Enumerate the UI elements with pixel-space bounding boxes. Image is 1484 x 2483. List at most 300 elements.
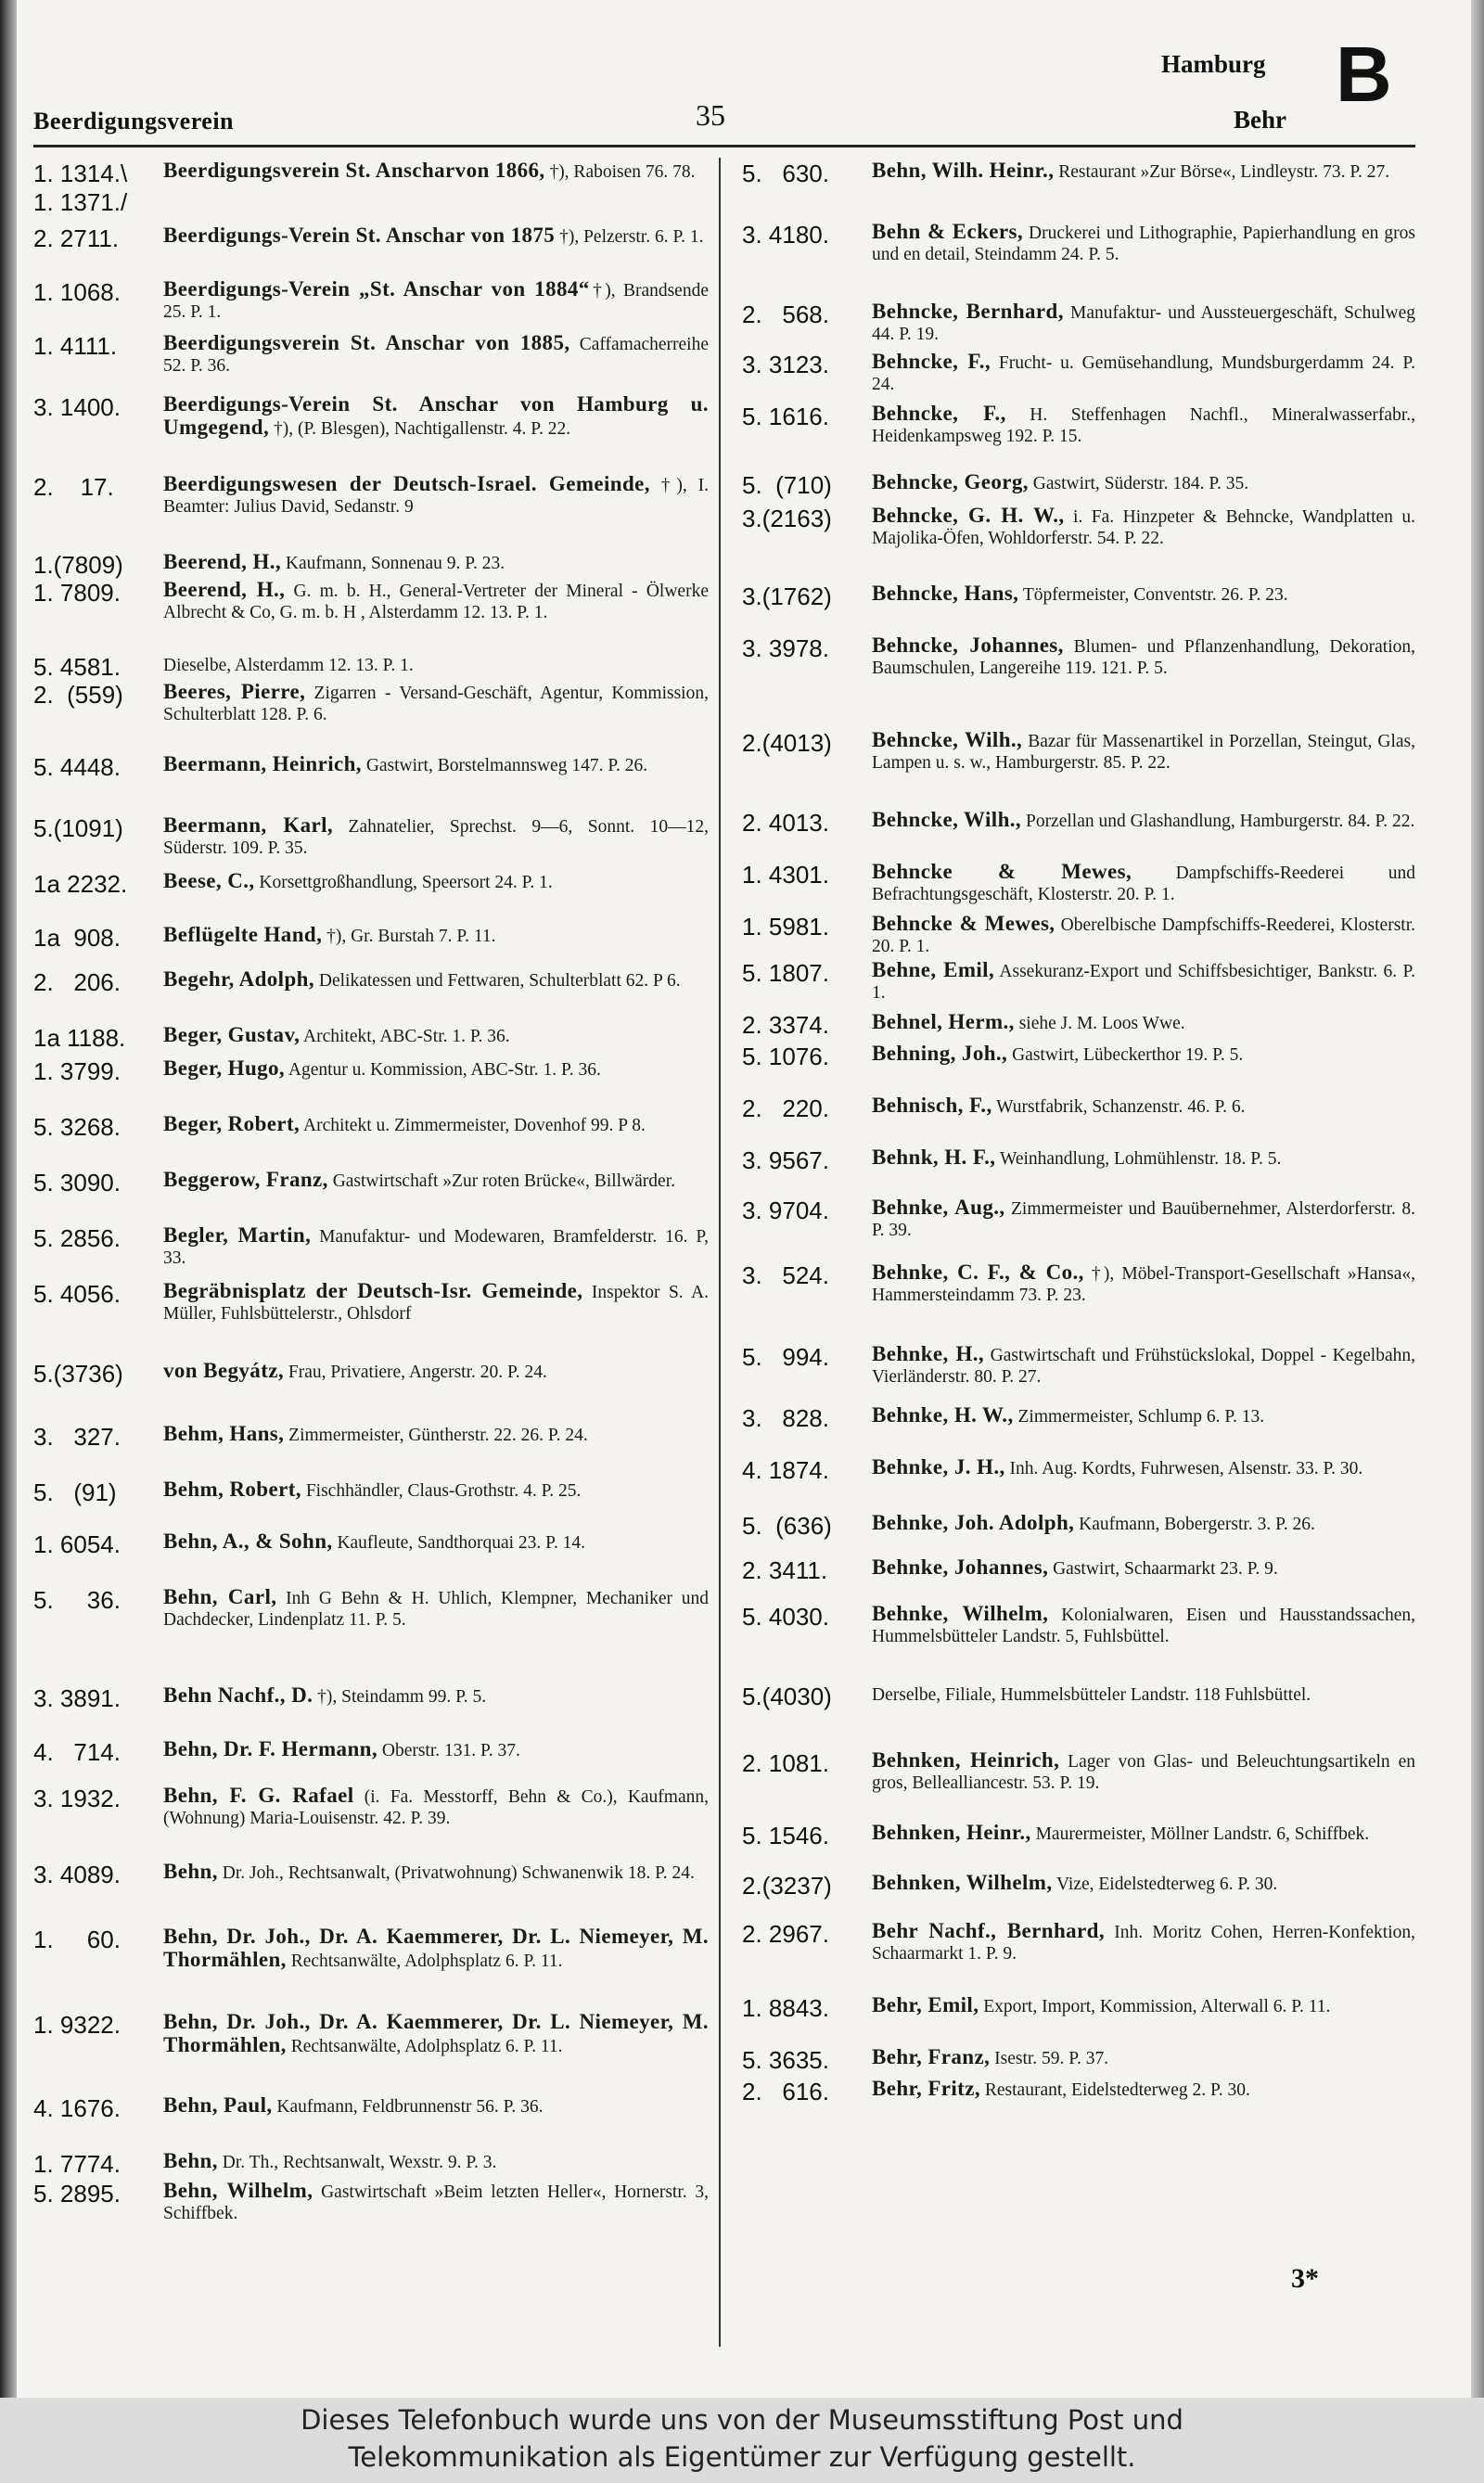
phone-number: 5. 1076. bbox=[742, 1043, 829, 1070]
entry-name: Beerdigungs-Verein „St. Anschar von 1884“ bbox=[163, 277, 590, 301]
phone-number: 3. 1932. bbox=[33, 1785, 121, 1812]
phone-number: 2. 616. bbox=[742, 2078, 829, 2105]
phone-number: 3.(1762) bbox=[742, 582, 832, 610]
directory-entry bbox=[742, 403, 1415, 447]
directory-entry bbox=[742, 301, 1415, 345]
phone-number: 1. 4301. bbox=[742, 861, 829, 889]
entry-details: Porzellan und Glashandlung, Hamburgerstr. 84. P. 22. bbox=[1021, 812, 1415, 831]
phone-number: 2. 2967. bbox=[742, 1920, 829, 1948]
entry-details: G. m. b. H., General-Vertreter der Mineral - Ölwerke Albrecht & Co, G. m. b. H , Alsterdamm 12. 13. P. 1. bbox=[163, 582, 709, 622]
directory-entry bbox=[33, 653, 709, 681]
directory-entry bbox=[742, 861, 1415, 905]
entry-details: Caffamacherreihe 52. P. 36. bbox=[163, 335, 709, 376]
section-letter: B bbox=[1336, 31, 1392, 118]
directory-entry bbox=[742, 1555, 1415, 1584]
phone-number: 4. 1676. bbox=[33, 2094, 121, 2122]
directory-entry bbox=[33, 278, 709, 323]
entry-name: Behn Nachf., D. bbox=[163, 1683, 313, 1707]
entry-text bbox=[163, 968, 709, 992]
entry-text bbox=[872, 729, 1415, 774]
entry-details: †), Steindamm 99. P. 5. bbox=[313, 1687, 487, 1707]
directory-entry bbox=[33, 2149, 709, 2178]
entry-text bbox=[872, 1456, 1415, 1479]
entry-name: Beerend, H., bbox=[163, 578, 286, 601]
entry-name: Behncke, G. H. W., bbox=[872, 504, 1065, 527]
entry-name: Behn, bbox=[163, 1860, 218, 1883]
entry-name: Beger, Gustav, bbox=[163, 1023, 301, 1046]
phone-number: 3. 4180. bbox=[742, 221, 829, 249]
entry-name: Behning, Joh., bbox=[872, 1042, 1008, 1065]
entry-details: Kaufleute, Sandthorquai 23. P. 14. bbox=[332, 1533, 585, 1553]
phone-number: 4. 1874. bbox=[742, 1456, 829, 1484]
directory-entry bbox=[33, 869, 709, 898]
entry-details: Gastwirt, Lübeckerthor 19. P. 5. bbox=[1007, 1045, 1244, 1065]
entry-text bbox=[872, 634, 1415, 679]
entry-details: Restaurant, Eidelstedterweg 2. P. 30. bbox=[980, 2080, 1250, 2100]
entry-text bbox=[872, 913, 1415, 957]
entry-text bbox=[163, 2094, 709, 2118]
phone-number: 1. 8843. bbox=[742, 1994, 829, 2022]
entry-text bbox=[872, 1043, 1415, 1066]
entry-details: Oberstr. 131. P. 37. bbox=[377, 1741, 520, 1760]
entry-details: †), I. Beamter: Julius David, Sedanstr. 9 bbox=[163, 476, 709, 517]
entry-details: Delikatessen und Fettwaren, Schulterblatt 62. P 6. bbox=[314, 971, 681, 991]
entry-name: Behnken, Heinr., bbox=[872, 1821, 1031, 1844]
entry-name: Behnke, Johannes, bbox=[872, 1555, 1049, 1579]
entry-text bbox=[872, 1094, 1415, 1118]
phone-number: 3. 3123. bbox=[742, 351, 829, 378]
directory-entry bbox=[33, 159, 709, 216]
phone-number: 2. 4013. bbox=[742, 809, 829, 837]
entry-text bbox=[163, 278, 709, 323]
phone-number: 1. 1314.\ 1. 1371./ bbox=[33, 160, 128, 216]
directory-entry bbox=[742, 1261, 1415, 1306]
header-rule bbox=[33, 145, 1415, 147]
entry-name: Behncke, Georg, bbox=[872, 470, 1029, 493]
phone-number: 5. 994. bbox=[742, 1343, 829, 1371]
directory-entry bbox=[33, 1280, 709, 1325]
phone-number: 5. 2895. bbox=[33, 2180, 121, 2208]
entry-text bbox=[872, 1872, 1415, 1895]
directory-entry bbox=[742, 470, 1415, 499]
entry-details: Zimmermeister und Bauübernehmer, Alsterdorferstr. 8. P. 39. bbox=[872, 1199, 1415, 1240]
phone-number: 5. 4030. bbox=[742, 1603, 829, 1631]
phone-number: 2. (559) bbox=[33, 681, 123, 709]
entry-name: Behn, F. G. Rafael bbox=[163, 1784, 354, 1807]
phone-number: 1. 1068. bbox=[33, 278, 121, 306]
directory-entry bbox=[33, 2180, 709, 2224]
footer-line-1: Dieses Telefonbuch wurde uns von der Museumsstiftung Post und bbox=[301, 2404, 1183, 2436]
entry-name: Behne, Emil, bbox=[872, 958, 995, 981]
entry-text bbox=[163, 1586, 709, 1631]
entry-text bbox=[163, 1024, 709, 1047]
entry-name: Behnke, H., bbox=[872, 1342, 985, 1365]
directory-entry bbox=[742, 1603, 1415, 1647]
entry-details: Frucht- u. Gemüsehandlung, Mundsburgerdamm 24. P. 24. bbox=[872, 353, 1415, 394]
entry-text bbox=[163, 753, 709, 776]
entry-name: Beflügelte Hand, bbox=[163, 923, 323, 946]
directory-entry bbox=[742, 1042, 1415, 1070]
phone-number: 2.(3237) bbox=[742, 1872, 832, 1900]
page-edge-shadow bbox=[1471, 0, 1484, 2398]
directory-entry bbox=[742, 1683, 1415, 1710]
entry-name: Behn, A., & Sohn, bbox=[163, 1529, 333, 1553]
directory-entry bbox=[742, 582, 1415, 610]
directory-entry bbox=[33, 1860, 709, 1888]
entry-name: Behncke, Hans, bbox=[872, 582, 1019, 605]
entry-text bbox=[163, 1423, 709, 1446]
entry-details: i. Fa. Hinzpeter & Behncke, Wandplatten u. Majolika-Öfen, Wohldorferstr. 54. P. 22. bbox=[872, 507, 1415, 548]
entry-details: Architekt, ABC-Str. 1. P. 36. bbox=[300, 1027, 510, 1046]
directory-entry bbox=[33, 393, 709, 440]
directory-entry bbox=[742, 1871, 1415, 1900]
directory-entry bbox=[742, 1821, 1415, 1849]
entry-details: (i. Fa. Messtorff, Behn & Co.), Kaufmann, (Wohnung) Maria-Louisenstr. 42. P. 39. bbox=[163, 1787, 709, 1828]
directory-entry bbox=[742, 1343, 1415, 1388]
entry-details: Wurstfabrik, Schanzenstr. 46. P. 6. bbox=[991, 1097, 1246, 1117]
phone-number: 2. 206. bbox=[33, 968, 121, 996]
entry-text bbox=[872, 1011, 1415, 1034]
entry-name: Beerend, H., bbox=[163, 550, 282, 573]
entry-text bbox=[872, 1683, 1415, 1706]
phone-number: 1. 7774. bbox=[33, 2150, 121, 2178]
entry-text bbox=[163, 1169, 709, 1192]
directory-entry bbox=[742, 634, 1415, 679]
entry-details: Architekt u. Zimmermeister, Dovenhof 99. P 8. bbox=[300, 1116, 646, 1135]
phone-number: 2. 220. bbox=[742, 1094, 829, 1122]
entry-name: Behnke, H. W., bbox=[872, 1403, 1014, 1427]
directory-entry bbox=[742, 1993, 1415, 2022]
directory-entry bbox=[33, 752, 709, 781]
entry-name: Behr, Fritz, bbox=[872, 2077, 981, 2100]
phone-number: 5. 2856. bbox=[33, 1224, 121, 1252]
entry-name: Behnk, H. F., bbox=[872, 1146, 996, 1169]
phone-number: 2. 17. bbox=[33, 473, 114, 501]
phone-number: 2. 1081. bbox=[742, 1749, 829, 1777]
footer-line-2: Telekommunikation als Eigentümer zur Verfügung gestellt. bbox=[348, 2441, 1136, 2473]
phone-number: 5. 4581. bbox=[33, 653, 121, 681]
directory-entry bbox=[742, 159, 1415, 187]
entry-text bbox=[163, 332, 709, 377]
directory-entry bbox=[742, 505, 1415, 549]
footer-notice bbox=[0, 2398, 1484, 2483]
entry-name: Behncke, F., bbox=[872, 350, 991, 373]
directory-entry bbox=[33, 967, 709, 996]
book-spine-shadow bbox=[0, 0, 17, 2398]
entry-details: Inh G Behn & H. Uhlich, Klempner, Mechaniker und Dachdecker, Lindenplatz 11. P. 5. bbox=[163, 1589, 709, 1630]
entry-text bbox=[163, 653, 709, 676]
entry-name: Begräbnisplatz der Deutsch-Isr. Gemeinde, bbox=[163, 1279, 583, 1302]
phone-number: 1. 60. bbox=[33, 1926, 121, 1953]
entry-name: Beermann, Karl, bbox=[163, 813, 334, 837]
entry-text bbox=[163, 579, 709, 623]
entry-text bbox=[872, 1512, 1415, 1535]
entry-text bbox=[163, 1280, 709, 1325]
entry-details: Inspektor S. A. Müller, Fuhlsbüttelerstr., Ohlsdorf bbox=[163, 1283, 710, 1324]
entry-details: Restaurant »Zur Börse«, Lindleystr. 73. P. 27. bbox=[1054, 162, 1390, 182]
entry-name: Beermann, Heinrich, bbox=[163, 752, 362, 775]
entry-text bbox=[872, 160, 1415, 183]
entry-details: Gastwirt, Borstelmannsweg 147. P. 26. bbox=[361, 756, 648, 775]
entry-text bbox=[872, 2046, 1415, 2069]
directory-entry bbox=[742, 221, 1415, 265]
phone-number: 2. 568. bbox=[742, 301, 829, 328]
phone-number: 1. 4111. bbox=[33, 332, 118, 360]
entry-name: Behn, Carl, bbox=[163, 1585, 277, 1608]
directory-entry bbox=[33, 1737, 709, 1766]
entry-name: Behncke & Mewes, bbox=[872, 860, 1132, 883]
directory-entry bbox=[742, 1511, 1415, 1540]
entry-text bbox=[163, 2150, 709, 2173]
entry-name: Behnken, Heinrich, bbox=[872, 1748, 1060, 1772]
directory-entry bbox=[33, 923, 709, 952]
phone-number: 3. 9567. bbox=[742, 1146, 829, 1174]
running-header-right: Behr bbox=[1234, 106, 1286, 134]
entry-text bbox=[872, 1749, 1415, 1794]
entry-text bbox=[872, 1404, 1415, 1427]
directory-entry bbox=[742, 913, 1415, 957]
entry-name: Beger, Hugo, bbox=[163, 1056, 286, 1080]
running-header-city: Hamburg bbox=[1161, 50, 1266, 78]
entry-details: Gastwirtschaft »Zur roten Brücke«, Billwärder. bbox=[327, 1171, 675, 1191]
entry-details: Dieselbe, Alsterdamm 12. 13. P. 1. bbox=[163, 656, 414, 675]
directory-entry bbox=[742, 1403, 1415, 1432]
phone-number: 5. 1616. bbox=[742, 403, 829, 430]
directory-entry bbox=[33, 2011, 709, 2057]
entry-details: †), Brandsende 25. P. 1. bbox=[163, 281, 709, 322]
phone-number: 1. 7809. bbox=[33, 579, 121, 607]
entry-name: Behnke, Wilhelm, bbox=[872, 1602, 1049, 1625]
entry-name: Behncke, Wilh., bbox=[872, 728, 1023, 751]
phone-number: 1. 9322. bbox=[33, 2011, 121, 2039]
phone-number: 5. 1807. bbox=[742, 959, 829, 987]
phone-number: 2. 3411. bbox=[742, 1556, 828, 1584]
entry-text bbox=[163, 473, 709, 518]
entry-text bbox=[163, 160, 709, 183]
directory-entry bbox=[33, 1586, 709, 1631]
phone-number: 1a 908. bbox=[33, 924, 121, 952]
entry-name: Behn & Eckers, bbox=[872, 220, 1024, 243]
phone-number: 4. 714. bbox=[33, 1738, 121, 1766]
entry-name: Behm, Robert, bbox=[163, 1478, 301, 1501]
entry-text bbox=[163, 1057, 709, 1081]
entry-name: Behnel, Herm., bbox=[872, 1010, 1015, 1033]
entry-text bbox=[872, 351, 1415, 395]
entry-text bbox=[163, 870, 709, 893]
directory-entry bbox=[742, 1094, 1415, 1122]
entry-text bbox=[163, 393, 709, 440]
directory-entry bbox=[33, 1926, 709, 1972]
entry-name: Behn, Dr. Joh., Dr. A. Kaemmerer, Dr. L. Niemeyer, M. Thormählen, bbox=[163, 2010, 709, 2056]
entry-text bbox=[163, 551, 709, 574]
entry-details: Inh. Moritz Cohen, Herren-Konfektion, Schaarmarkt 1. P. 9. bbox=[872, 1923, 1415, 1964]
entry-name: Behn, Wilhelm, bbox=[163, 2179, 313, 2202]
phone-number: 3. 327. bbox=[33, 1423, 121, 1451]
entry-name: Beerdigungs-Verein St. Anschar von Hamburg u. Umgegend, bbox=[163, 392, 709, 439]
entry-text bbox=[163, 1224, 709, 1269]
entry-details: Rechtsanwälte, Adolphsplatz 6. P. 11. bbox=[286, 1952, 563, 1971]
entry-name: Behncke, F., bbox=[872, 402, 1006, 425]
entry-details: Maurermeister, Möllner Landstr. 6, Schiffbek. bbox=[1030, 1824, 1370, 1844]
entry-details: Kaufmann, Sonnenau 9. P. 23. bbox=[281, 554, 505, 573]
entry-name: Behncke, Bernhard, bbox=[872, 300, 1064, 323]
directory-entry bbox=[33, 1785, 709, 1829]
entry-details: Dr. Th., Rechtsanwalt, Wexstr. 9. P. 3. bbox=[217, 2153, 497, 2172]
phone-number: 3. 524. bbox=[742, 1261, 829, 1289]
entry-details: Weinhandlung, Lohmühlenstr. 18. P. 5. bbox=[995, 1149, 1282, 1169]
phone-number: 3.(2163) bbox=[742, 505, 832, 532]
entry-text bbox=[163, 814, 709, 859]
phone-number: 1. 6054. bbox=[33, 1530, 121, 1558]
directory-entry bbox=[33, 1112, 709, 1141]
directory-entry bbox=[33, 1422, 709, 1451]
entry-text bbox=[163, 224, 709, 248]
entry-details: Kolonialwaren, Eisen und Hausstandssachen, Hummelsbütteler Landstr. 5, Fuhlsbüttel. bbox=[872, 1606, 1415, 1646]
phone-number: 3. 4089. bbox=[33, 1861, 121, 1888]
phone-number: 2. 2711. bbox=[33, 224, 120, 252]
directory-entry bbox=[33, 473, 709, 518]
entry-details: Bazar für Massenartikel in Porzellan, Steingut, Glas, Lampen u. s. w., Hamburgerstr. 85. P. 22. bbox=[872, 732, 1415, 773]
directory-entry bbox=[742, 2045, 1415, 2074]
entry-name: Behnken, Wilhelm, bbox=[872, 1871, 1053, 1894]
entry-text bbox=[163, 1684, 709, 1708]
directory-entry bbox=[742, 1920, 1415, 1965]
entry-text bbox=[872, 2078, 1415, 2101]
entry-name: von Begyátz, bbox=[163, 1359, 285, 1382]
directory-entry bbox=[742, 1455, 1415, 1484]
entry-details: Zigarren - Versand-Geschäft, Agentur, Kommission, Schulterblatt 128. P. 6. bbox=[163, 684, 709, 724]
entry-text bbox=[872, 1343, 1415, 1388]
phone-number: 5. (636) bbox=[742, 1512, 832, 1540]
entry-name: Beerdigungs-Verein St. Anschar von 1875 bbox=[163, 224, 556, 247]
entry-details: Manufaktur- und Modewaren, Bramfelderstr. 16. P, 33. bbox=[163, 1227, 709, 1268]
phone-number: 5. 1546. bbox=[742, 1822, 829, 1849]
entry-name: Behr, Franz, bbox=[872, 2045, 991, 2068]
directory-entry bbox=[742, 1010, 1415, 1039]
directory-entry bbox=[33, 1056, 709, 1085]
entry-details: Export, Import, Kommission, Alterwall 6. P. 11. bbox=[979, 1997, 1331, 2016]
entry-name: Beerdigungsverein St. Anscharvon 1866, bbox=[163, 159, 545, 182]
phone-number: 5. 4448. bbox=[33, 753, 121, 781]
directory-entry bbox=[33, 1529, 709, 1558]
entry-name: Behn, bbox=[163, 2149, 218, 2172]
directory-entry bbox=[742, 351, 1415, 395]
phone-number: 5.(3736) bbox=[33, 1360, 123, 1388]
phone-number: 2. 3374. bbox=[742, 1011, 829, 1039]
phone-number: 1. 3799. bbox=[33, 1057, 121, 1085]
entry-details: †), Raboisen 76. 78. bbox=[544, 162, 696, 182]
directory-entry bbox=[742, 1197, 1415, 1241]
entry-text bbox=[872, 1822, 1415, 1845]
entry-name: Behnke, J. H., bbox=[872, 1455, 1005, 1478]
phone-number: 1a 2232. bbox=[33, 870, 128, 898]
entry-details: Manufaktur- und Aussteuergeschäft, Schulweg 44. P. 19. bbox=[872, 303, 1415, 344]
page-number: 35 bbox=[696, 98, 725, 132]
phone-number: 2.(4013) bbox=[742, 729, 832, 757]
entry-text bbox=[872, 1994, 1415, 2017]
entry-name: Behn, Dr. F. Hermann, bbox=[163, 1737, 377, 1760]
entry-text bbox=[872, 1556, 1415, 1580]
entry-name: Beerdigungsverein St. Anschar von 1885, bbox=[163, 331, 570, 354]
entry-details: Zimmermeister, Schlump 6. P. 13. bbox=[1013, 1407, 1265, 1427]
entry-details: Zimmermeister, Güntherstr. 22. 26. P. 24. bbox=[284, 1426, 588, 1445]
entry-name: Behn, Dr. Joh., Dr. A. Kaemmerer, Dr. L. Niemeyer, M. Thormählen, bbox=[163, 1925, 709, 1971]
phone-number: 5. 3635. bbox=[742, 2046, 829, 2074]
entry-text bbox=[872, 505, 1415, 549]
entry-details: Gastwirt, Schaarmarkt 23. P. 9. bbox=[1048, 1559, 1278, 1579]
directory-entry bbox=[33, 2093, 709, 2122]
entry-name: Begehr, Adolph, bbox=[163, 967, 315, 991]
phone-number: 1. 5981. bbox=[742, 913, 829, 941]
entry-text bbox=[163, 2180, 709, 2224]
entry-details: †), (P. Blesgen), Nachtigallenstr. 4. P. 22. bbox=[269, 419, 571, 439]
phone-number: 5.(1091) bbox=[33, 814, 123, 842]
entry-details: Derselbe, Filiale, Hummelsbütteler Landstr. 118 Fuhlsbüttel. bbox=[872, 1685, 1311, 1705]
entry-text bbox=[163, 681, 709, 725]
phone-number: 1a 1188. bbox=[33, 1024, 126, 1052]
entry-details: Fischhändler, Claus-Grothstr. 4. P. 25. bbox=[301, 1481, 582, 1501]
entry-details: Lager von Glas- und Beleuchtungsartikeln en gros, Bellealliancestr. 53. P. 19. bbox=[872, 1752, 1415, 1793]
entry-details: Frau, Privatiere, Angerstr. 20. P. 24. bbox=[284, 1363, 547, 1382]
directory-entry bbox=[742, 808, 1415, 837]
entry-details: Gastwirtschaft »Beim letzten Heller«, Hornerstr. 3, Schiffbek. bbox=[163, 2182, 709, 2223]
signature-mark: 3* bbox=[1291, 2263, 1319, 2294]
phone-number: 5. 36. bbox=[33, 1586, 121, 1614]
phone-number: 5. 4056. bbox=[33, 1280, 121, 1308]
directory-entry bbox=[33, 579, 709, 623]
directory-entry bbox=[742, 2077, 1415, 2105]
entry-text bbox=[872, 1920, 1415, 1965]
entry-text bbox=[163, 1478, 709, 1502]
entry-details: †), Gr. Burstah 7. P. 11. bbox=[322, 927, 496, 946]
entry-details: Dampfschiffs-Reederei und Befrachtungsgeschäft, Klosterstr. 20. P. 1. bbox=[872, 864, 1415, 904]
running-header-left: Beerdigungsverein bbox=[33, 108, 235, 134]
directory-entry bbox=[33, 332, 709, 377]
entry-details: Töpfermeister, Conventstr. 26. P. 23. bbox=[1018, 585, 1288, 605]
entry-text bbox=[872, 1197, 1415, 1241]
entry-name: Behr, Emil, bbox=[872, 1993, 979, 2016]
phone-number: 3. 828. bbox=[742, 1404, 829, 1432]
entry-details: Kaufmann, Bobergerstr. 3. P. 26. bbox=[1074, 1515, 1315, 1534]
phone-number: 5.(4030) bbox=[742, 1683, 832, 1710]
entry-name: Behn, Paul, bbox=[163, 2093, 273, 2117]
column-divider bbox=[719, 158, 721, 2347]
entry-details: †), Pelzerstr. 6. P. 1. bbox=[555, 227, 704, 247]
directory-entry bbox=[742, 729, 1415, 774]
directory-entry bbox=[742, 959, 1415, 1004]
entry-details: Blumen- und Pflanzenhandlung, Dekoration, Baumschulen, Langereihe 119. 121. P. 5. bbox=[872, 637, 1415, 678]
directory-entry bbox=[33, 1224, 709, 1269]
entry-details: Gastwirtschaft und Frühstückslokal, Doppel - Kegelbahn, Vierländerstr. 80. P. 27. bbox=[872, 1346, 1415, 1387]
phone-number: 5. 3090. bbox=[33, 1169, 121, 1197]
entry-details: Inh. Aug. Kordts, Fuhrwesen, Alsenstr. 33. P. 30. bbox=[1004, 1459, 1363, 1478]
entry-name: Behn, Wilh. Heinr., bbox=[872, 159, 1055, 182]
phone-number: 3. 3891. bbox=[33, 1684, 121, 1712]
entry-text bbox=[163, 1785, 709, 1829]
entry-name: Beger, Robert, bbox=[163, 1112, 301, 1135]
entry-name: Behncke, Wilh., bbox=[872, 808, 1022, 831]
entry-details: Kaufmann, Feldbrunnenstr 56. P. 36. bbox=[272, 2097, 544, 2117]
entry-text bbox=[163, 1738, 709, 1761]
entry-details: †), Möbel-Transport-Gesellschaft »Hansa«, Hammersteindamm 73. P. 23. bbox=[872, 1264, 1415, 1305]
entry-details: Oberelbische Dampfschiffs-Reederei, Klosterstr. 20. P. 1. bbox=[872, 915, 1416, 956]
entry-name: Behr Nachf., Bernhard, bbox=[872, 1919, 1106, 1942]
entry-details: Vize, Eidelstedterweg 6. P. 30. bbox=[1052, 1875, 1278, 1894]
entry-name: Behnke, C. F., & Co., bbox=[872, 1261, 1084, 1284]
entry-details: Rechtsanwälte, Adolphsplatz 6. P. 11. bbox=[286, 2037, 563, 2056]
directory-entry bbox=[33, 224, 709, 252]
entry-text bbox=[163, 1861, 709, 1884]
